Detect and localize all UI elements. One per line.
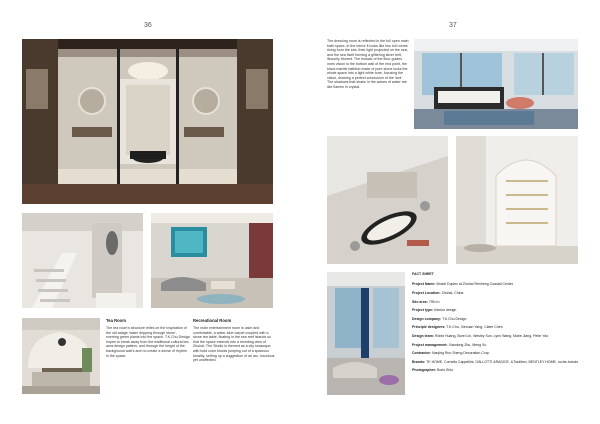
fact-label: Project management:	[412, 342, 448, 347]
fact-sheet-heading: FACT SHEET	[412, 272, 434, 276]
living-room-aerial-photo	[327, 136, 448, 264]
fact-label: Design company:	[412, 316, 442, 321]
fact-sheet-row	[412, 291, 580, 295]
fact-label: Contractor:	[412, 351, 432, 356]
fact-label: Project Name:	[412, 282, 436, 287]
fact-label: Photographer:	[412, 368, 437, 373]
fact-sheet-rows	[412, 282, 580, 372]
left-page-number: 36	[144, 22, 152, 29]
recreational-room-title: Recreational Room	[193, 318, 232, 323]
fact-sheet-row	[412, 282, 580, 286]
fact-label: Site area:	[412, 299, 428, 304]
staircase-photo	[22, 213, 143, 308]
fact-sheet-row	[412, 351, 580, 355]
fact-label: Principle designers:	[412, 325, 446, 330]
fact-value: Nanjing Run Sheng Decoration Corp.	[432, 351, 490, 356]
fact-value: 795 m²	[428, 299, 440, 304]
staircase-photo-image	[22, 213, 143, 308]
fact-sheet-row	[412, 308, 580, 312]
fact-value: T.K.Chu Design	[442, 316, 467, 321]
fact-label: Project Location:	[412, 291, 441, 295]
bedroom-photo-image	[414, 39, 578, 129]
fact-label: Project type:	[412, 308, 434, 313]
arched-shelf-room-photo-image	[456, 136, 578, 264]
arched-shelf-room-photo	[456, 136, 578, 264]
fact-value: Xiaodong Zhu, Meng Xu	[448, 342, 487, 347]
fact-sheet-row	[412, 317, 580, 321]
tea-room-caption	[106, 318, 190, 358]
tea-room-photo-image	[22, 318, 100, 394]
recreational-room-body: The main entertainment room is calm and comfortable, a water-blue carpet coupled with a stone tea table, floating in the sea reef islands so that the space extends into a receding view of Zhuhai. The Studio is themed as a city seascape, with bold color blocks jumping out of a spacious tonality, setting up a suggestion of an arc, luxurious yet unaffected.	[193, 326, 275, 363]
tea-room-photo	[22, 318, 100, 394]
recreational-room-photo	[151, 213, 273, 308]
recreational-room-caption	[193, 318, 275, 363]
bathroom-photo-image	[22, 39, 273, 204]
fact-value: TK HOME, Cornelio Cappellini, GALLOTTI &RADICE, &Tradition, BENTLEY HOME, roche-bobois	[426, 359, 579, 364]
fact-label: Design team:	[412, 333, 434, 338]
tea-room-body: The tea room's structure relies on the inspiration of the old adage 'water dripping through stone', exerting green plants into the space. T.K.Chu Design hopes to break away from the traditional cultural tea area design pattern, and through the height of the background wall's arch to create a sense of rhythm in the space.	[106, 326, 190, 358]
fact-value: T.K.Chu, Xiexuan Yang, Claire Chen	[446, 325, 503, 330]
fact-sheet-row	[412, 368, 580, 372]
tea-room-title: Tea Room	[106, 318, 126, 323]
fact-value: Boris Shiu	[437, 368, 454, 373]
bedroom-photo	[414, 39, 578, 129]
fact-label: Brands:	[412, 359, 426, 364]
seaview-lounge-photo	[327, 272, 405, 395]
bathroom-photo	[22, 39, 273, 204]
fact-value: Robin Huang, Borei Lin, Wesley Sun, Lynn Wang, Marie Jiang, Peter Yao	[434, 333, 549, 338]
fact-value: Zhuhai, China	[441, 291, 464, 295]
fact-sheet	[412, 272, 580, 377]
fact-sheet-row	[412, 343, 580, 347]
right-page-number: 37	[449, 22, 457, 29]
dressing-room-text: The dressing room is reflected in the full open main bath space, in the mirror it looks like two full rooms rising from the sea, their light projected on the sea, and the sea itself forming a glittering silver belt, illusorily blurred. The mosaic of the floor guides ones vision to the bottom wall of the end point, the black marble bathtub made of pure stone locks the whole space into a light white tone, focusing the vision, drawing a perfect conclusion of the 'sea'. The shadows that shake in the waves of water are like flames in crystal.	[327, 39, 409, 89]
fact-sheet-row	[412, 334, 580, 338]
seaview-lounge-photo-image	[327, 272, 405, 395]
fact-sheet-row	[412, 360, 580, 364]
fact-sheet-row	[412, 325, 580, 329]
fact-value: Interior design	[434, 308, 457, 313]
fact-value: Model Duplex at Zhuhai Renheng Coastal Center	[436, 282, 513, 287]
living-room-aerial-photo-image	[327, 136, 448, 264]
recreational-room-photo-image	[151, 213, 273, 308]
fact-sheet-row	[412, 300, 580, 304]
